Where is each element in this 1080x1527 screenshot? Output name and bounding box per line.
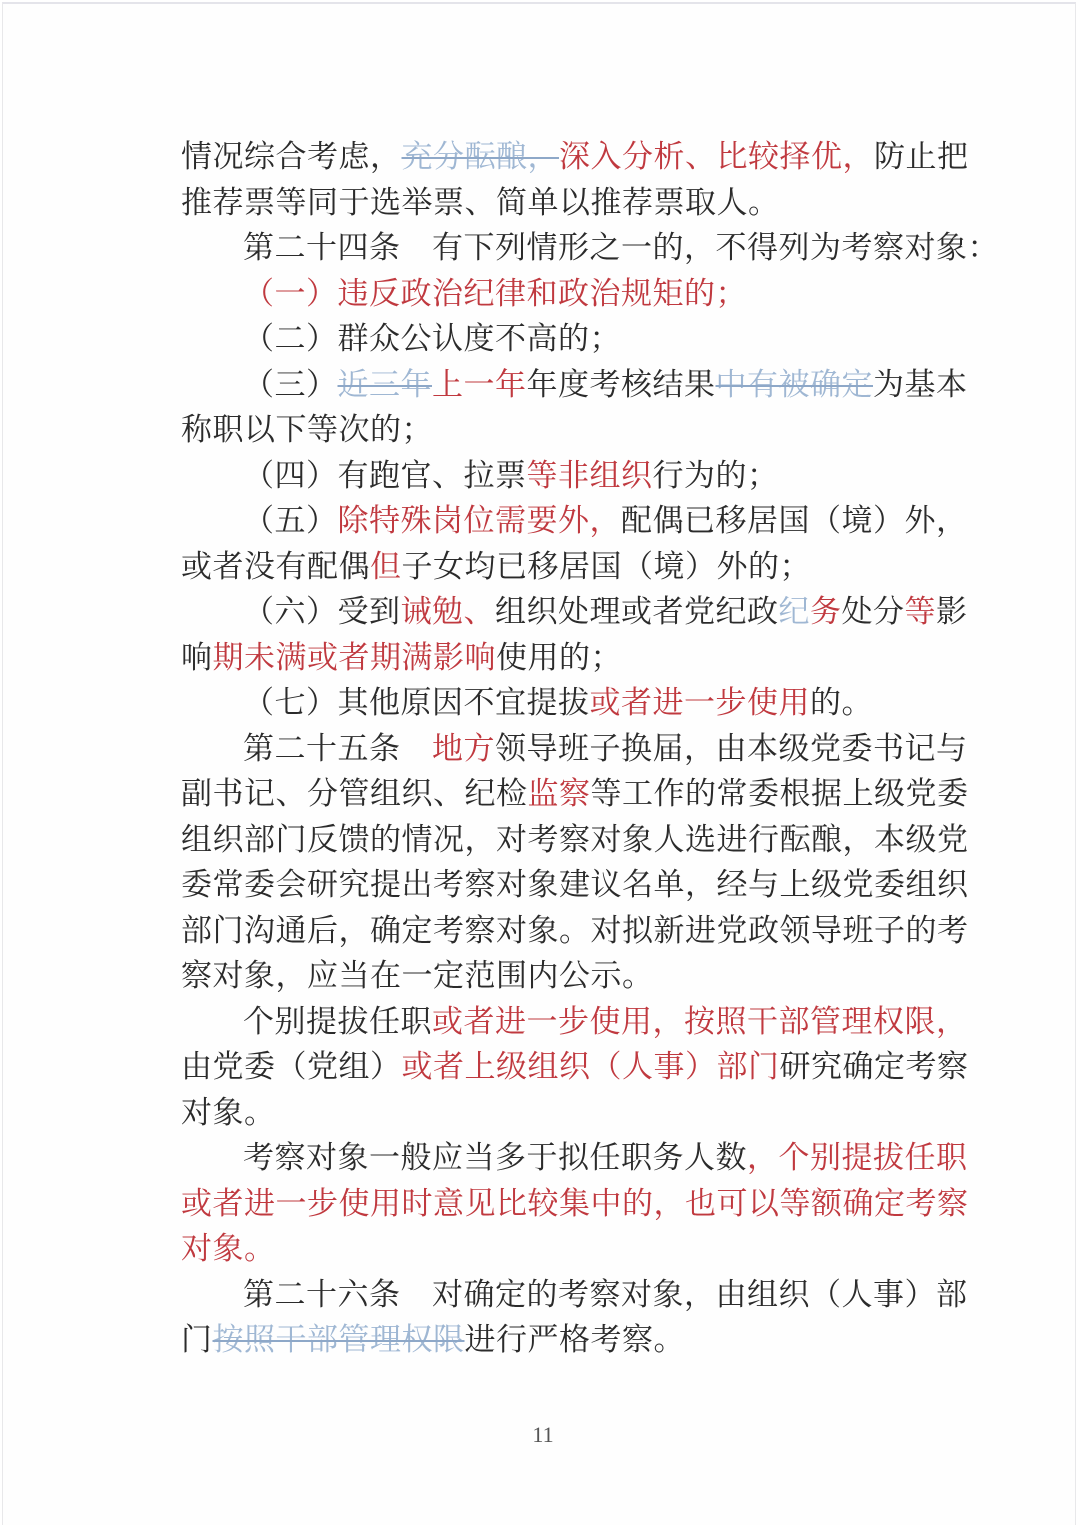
page-number: 11 [532,1422,554,1447]
text-run: 配偶已移居国（境）外， [621,503,968,539]
text-run: 考察对象一般应当多于拟任职务人数 [243,1140,747,1176]
inserted-text: ，个别提拔任职 [747,1140,968,1176]
inserted-text: 等非组织 [526,457,653,494]
inserted-text: 或者进一步使用时意见比较集中的，也可以等额确定考察 [181,1185,969,1222]
text-line [181,363,968,409]
text-line [181,1136,968,1182]
text-line [181,226,999,272]
text-line [181,499,968,545]
text-line [181,772,969,818]
text-run: 情况综合考虑， [181,139,402,175]
text-line [181,818,969,864]
text-line [181,545,937,591]
text-line [181,1091,937,1137]
text-line [181,681,937,727]
text-run: 研究确定考察 [779,1049,969,1085]
inserted-text: 期未满或者期满影响 [212,639,496,676]
document-body [181,135,999,1364]
text-line [181,135,969,181]
text-line [181,181,937,227]
text-line [181,1182,969,1228]
inserted-text: 地方 [432,730,495,767]
deleted-text: 中有被确定 [715,366,873,403]
deleted-text: 近三年 [337,366,432,403]
inserted-text: 诫勉、 [400,594,495,630]
text-run: 委常委会研究提出考察对象建议名单，经与上级党委组织 [181,867,969,903]
document-page [2,2,1076,1525]
text-run: 副书记、分管组织、纪检 [181,776,528,812]
text-run: （四）有跑官、拉票 [243,457,527,494]
text-run: 为基本 [873,366,968,403]
inserted-text: 监察 [527,776,591,812]
text-line [181,1000,968,1046]
text-run: 门 [181,1322,213,1358]
text-run: 组织处理或者党纪政 [495,594,779,630]
inserted-text: 深入分析、比较择优， [559,139,874,175]
deleted-text: 充分酝酿， [401,139,559,175]
text-line [181,909,969,955]
text-run: 第二十四条 有下列情形之一的，不得列为考察对象： [243,230,999,266]
deleted-text: 按照干部管理权限 [212,1322,465,1358]
text-run: 处分 [841,594,905,630]
inserted-text: 除特殊岗位需要外， [337,503,621,539]
text-run: 称职以下等次的； [181,412,433,448]
text-run: 子女均已移居国（境）外的； [401,548,811,585]
text-run: 对象。 [181,1094,276,1131]
text-line [181,317,937,363]
text-run: （五） [243,503,338,539]
text-line [181,727,968,773]
deleted-text: 纪 [778,594,810,630]
text-run: 部门沟通后，确定考察对象。对拟新进党政领导班子的考 [181,912,969,949]
text-run: 行为的； [652,457,779,494]
text-run: 等工作的常委根据上级党委 [590,776,969,812]
text-run: 个别提拔任职 [243,1003,432,1040]
inserted-text: 或者进一步使用 [589,685,810,721]
text-run: （二）群众公认度不高的； [243,321,621,357]
text-run: 使用的； [496,639,622,676]
text-line [181,590,968,636]
inserted-text: （一）违反政治纪律和政治规矩的； [243,275,747,312]
text-line [181,1227,937,1273]
text-run: 年度考核结果 [526,366,716,403]
inserted-text: 或者上级组织（人事）部门 [401,1049,780,1085]
text-run: 第二十五条 [243,730,432,767]
inserted-text: 务 [810,594,842,630]
text-run: 推荐票等同于选举票、简单以推荐票取人。 [181,184,780,221]
text-line [181,408,937,454]
text-run: 第二十六条 对确定的考察对象，由组织（人事）部 [243,1276,968,1313]
text-run: （三） [243,366,338,403]
text-line [181,1318,937,1364]
text-line [181,1273,968,1319]
inserted-text: 或者进一步使用，按照干部管理权限， [432,1003,968,1040]
text-run: （七）其他原因不宜提拔 [243,685,590,721]
text-line [181,636,937,682]
text-run: 防止把 [874,139,969,175]
text-run: 组织部门反馈的情况，对考察对象人选进行酝酿，本级党 [181,821,969,858]
text-run: 响 [181,639,213,676]
text-line [181,1045,969,1091]
text-run: 领导班子换届，由本级党委书记与 [495,730,968,767]
text-run: 的。 [810,685,873,721]
text-run: 察对象，应当在一定范围内公示。 [181,958,654,994]
text-line [181,454,937,500]
text-run: 由党委（党组） [181,1049,402,1085]
text-run: （六）受到 [243,594,401,630]
text-line [181,272,937,318]
text-line [181,954,937,1000]
inserted-text: 对象。 [181,1231,276,1267]
inserted-text: 但 [370,548,402,585]
text-run: 进行严格考察。 [464,1322,685,1358]
text-run: 或者没有配偶 [181,548,370,585]
inserted-text: 上一年 [432,366,527,403]
text-line [181,863,969,909]
text-run: 影 [936,594,968,630]
inserted-text: 等 [904,594,936,630]
